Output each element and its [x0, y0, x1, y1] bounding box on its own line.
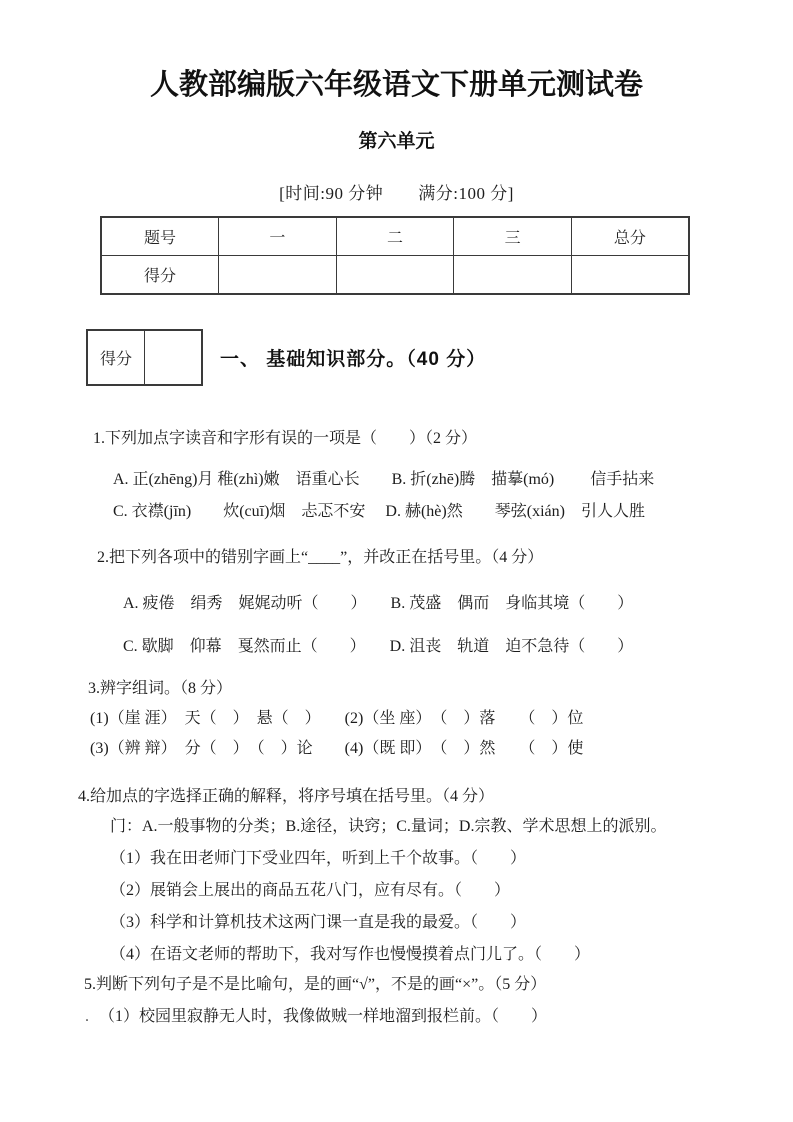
score-table-header-two: 二	[336, 217, 454, 256]
question-2-prompt: 2.把下列各项中的错别字画上“____”，并改正在括号里。（4 分）	[97, 549, 544, 566]
question-4	[0, 786, 793, 966]
question-4-sentence-1: （1）我在田老师门下受业四年，听到上千个故事。（ ）	[110, 850, 527, 867]
score-box-label: 得分	[87, 330, 145, 385]
question-1-prompt: 1.下列加点字读音和字形有误的一项是（ ）（2 分）	[93, 430, 478, 447]
question-4-sentence-4: （4）在语文老师的帮助下，我对写作也慢慢摸着点门儿了。（ ）	[110, 946, 591, 963]
question-5-sentence-1-text: （1）校园里寂静无人时，我像做贼一样地溜到报栏前。（ ）	[99, 1008, 548, 1025]
section-score-box	[86, 329, 203, 386]
question-4-sentence-2: （2）展销会上展出的商品五花八门，应有尽有。（ ）	[110, 882, 511, 899]
score-table-empty-cell-3	[454, 256, 572, 295]
question-5-sentence-1	[0, 1006, 793, 1028]
score-table-header-row	[101, 217, 689, 256]
score-table-empty-cell-2	[336, 256, 454, 295]
question-2-options-ab: A. 疲倦 绢秀 娓娓动听（ ） B. 茂盛 偶而 身临其境（ ）	[123, 595, 634, 612]
question-4-definitions: 门：A.一般事物的分类；B.途径，诀窍；C.量词；D.宗教、学术思想上的派别。	[110, 818, 667, 835]
question-2	[0, 547, 793, 658]
score-table-empty-cell-4	[571, 256, 689, 295]
score-table-header-timu: 题号	[101, 217, 219, 256]
section-one-header-row	[0, 329, 793, 386]
score-summary-table	[100, 216, 690, 295]
score-table-score-row	[101, 256, 689, 295]
exam-meta: [时间:90 分钟 满分:100 分]	[279, 184, 514, 203]
unit-subtitle: 第六单元	[358, 131, 435, 152]
score-table-header-total: 总分	[571, 217, 689, 256]
question-3-line-1: (1)（崖 涯） 天（ ） 悬（ ） (2)（坐 座） （ ）落 （ ）位	[90, 710, 584, 727]
score-box-value-cell	[145, 330, 203, 385]
stray-period-mark: .	[85, 1008, 89, 1025]
question-3-line-2: (3)（辨 辩） 分（ ） （ ）论 (4)（既 即） （ ）然 （ ）使	[90, 740, 584, 757]
question-2-options-cd: C. 歇脚 仰幕 戛然而止（ ） D. 沮丧 轨道 迫不急待（ ）	[123, 638, 634, 655]
question-4-sentence-3: （3）科学和计算机技术这两门课一直是我的最爱。（ ）	[110, 914, 527, 931]
question-1-options-ab: A. 正(zhēng)月 稚(zhì)嫩 语重心长 B. 折(zhē)腾 描摹(mó) 信手拈来	[113, 471, 655, 488]
question-5	[0, 974, 793, 1028]
question-1	[0, 428, 793, 523]
score-box-row	[87, 330, 202, 385]
question-3	[0, 678, 793, 760]
score-table-header-three: 三	[454, 217, 572, 256]
section-one-heading: 一、 基础知识部分。（40 分）	[220, 349, 487, 370]
score-table-empty-cell-1	[219, 256, 337, 295]
question-3-prompt: 3.辨字组词。（8 分）	[88, 680, 233, 697]
question-4-prompt: 4.给加点的字选择正确的解释，将序号填在括号里。（4 分）	[78, 788, 495, 805]
page-title: 人教部编版六年级语文下册单元测试卷	[149, 69, 643, 101]
question-5-prompt: 5.判断下列句子是不是比喻句，是的画“√”，不是的画“×”。（5 分）	[84, 976, 547, 993]
score-table-header-one: 一	[219, 217, 337, 256]
question-1-options-cd: C. 衣襟(jīn) 炊(cuī)烟 忐忑不安 D. 赫(hè)然 琴弦(xián) 引人人胜	[113, 503, 645, 520]
score-table-row-label: 得分	[101, 256, 219, 295]
